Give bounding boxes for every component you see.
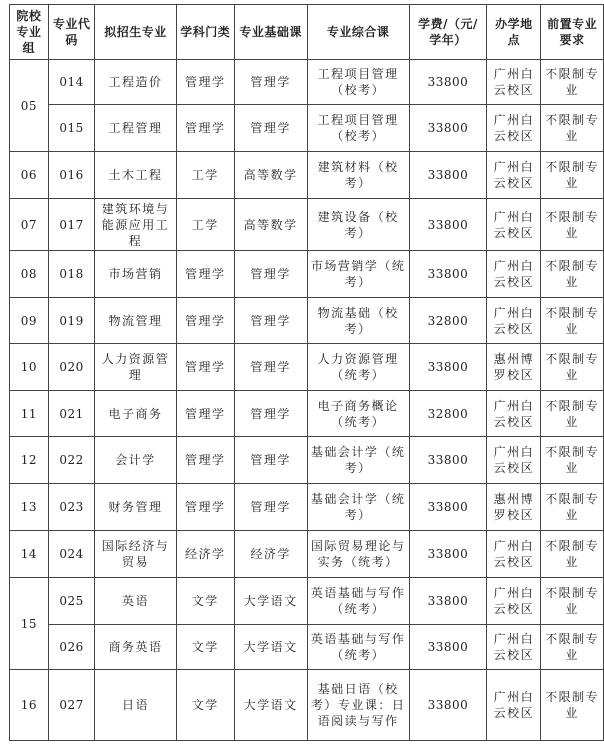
requirement-cell: 不限制专业 (541, 437, 604, 484)
basic-course-cell: 高等数学 (234, 152, 307, 199)
table-row (10, 578, 604, 625)
location-cell: 广州白云校区 (487, 391, 541, 437)
major-cell: 英语 (95, 578, 176, 625)
comprehensive-course-cell: 国际贸易理论与实务（统考） (307, 531, 409, 578)
discipline-cell: 管理学 (176, 344, 234, 391)
major-cell: 工程造价 (95, 60, 176, 105)
table-row (10, 199, 604, 251)
location-cell: 广州白云校区 (487, 437, 541, 484)
requirement-cell: 不限制专业 (541, 670, 604, 741)
table-body (10, 60, 604, 741)
code-cell: 025 (48, 578, 94, 625)
discipline-cell: 文学 (176, 625, 234, 670)
basic-course-cell: 管理学 (234, 437, 307, 484)
location-cell: 广州白云校区 (487, 105, 541, 152)
discipline-cell: 管理学 (176, 484, 234, 531)
requirement-cell: 不限制专业 (541, 152, 604, 199)
location-cell: 广州白云校区 (487, 670, 541, 741)
group-cell: 08 (10, 251, 49, 298)
basic-course-cell: 管理学 (234, 298, 307, 344)
major-cell: 市场营销 (95, 251, 176, 298)
fee-cell: 33800 (409, 105, 487, 152)
fee-cell: 32800 (409, 298, 487, 344)
admissions-table (9, 4, 604, 741)
basic-course-cell: 大学语文 (234, 625, 307, 670)
header-row (10, 5, 604, 60)
table-row (10, 391, 604, 437)
location-cell: 广州白云校区 (487, 152, 541, 199)
major-cell: 物流管理 (95, 298, 176, 344)
requirement-cell: 不限制专业 (541, 105, 604, 152)
table-row (10, 60, 604, 105)
code-cell: 015 (48, 105, 94, 152)
group-cell: 07 (10, 199, 49, 251)
group-cell: 16 (10, 670, 49, 741)
code-cell: 021 (48, 391, 94, 437)
major-cell: 建筑环境与能源应用工程 (95, 199, 176, 251)
table-row (10, 344, 604, 391)
discipline-cell: 管理学 (176, 60, 234, 105)
fee-cell: 33800 (409, 344, 487, 391)
group-cell: 05 (10, 60, 49, 152)
requirement-cell: 不限制专业 (541, 578, 604, 625)
comprehensive-course-cell: 英语基础与写作（统考） (307, 625, 409, 670)
major-cell: 日语 (95, 670, 176, 741)
fee-cell: 33800 (409, 152, 487, 199)
discipline-cell: 管理学 (176, 298, 234, 344)
basic-course-cell: 大学语文 (234, 578, 307, 625)
major-cell: 商务英语 (95, 625, 176, 670)
fee-cell: 33800 (409, 625, 487, 670)
code-cell: 019 (48, 298, 94, 344)
table-row (10, 298, 604, 344)
requirement-cell: 不限制专业 (541, 251, 604, 298)
table-row (10, 152, 604, 199)
major-cell: 人力资源管理 (95, 344, 176, 391)
location-cell: 惠州博罗校区 (487, 484, 541, 531)
requirement-cell: 不限制专业 (541, 199, 604, 251)
code-cell: 017 (48, 199, 94, 251)
discipline-header: 学科门类 (176, 5, 234, 60)
comprehensive-course-cell: 电子商务概论（统考） (307, 391, 409, 437)
location-cell: 广州白云校区 (487, 199, 541, 251)
major-cell: 财务管理 (95, 484, 176, 531)
requirement-cell: 不限制专业 (541, 484, 604, 531)
comprehensive-course-cell: 工程项目管理（校考） (307, 105, 409, 152)
code-cell: 020 (48, 344, 94, 391)
requirement-cell: 不限制专业 (541, 298, 604, 344)
basic-course-header: 专业基础课 (234, 5, 307, 60)
table-row (10, 531, 604, 578)
code-cell: 024 (48, 531, 94, 578)
fee-cell: 33800 (409, 578, 487, 625)
major-cell: 电子商务 (95, 391, 176, 437)
basic-course-cell: 管理学 (234, 484, 307, 531)
requirement-cell: 不限制专业 (541, 391, 604, 437)
code-cell: 022 (48, 437, 94, 484)
location-cell: 惠州博罗校区 (487, 344, 541, 391)
group-header: 院校专业组 (10, 5, 49, 60)
comprehensive-course-cell: 英语基础与写作（统考） (307, 578, 409, 625)
comprehensive-course-cell: 物流基础（校考） (307, 298, 409, 344)
fee-cell: 33800 (409, 251, 487, 298)
requirement-header: 前置专业要求 (541, 5, 604, 60)
basic-course-cell: 管理学 (234, 105, 307, 152)
location-cell: 广州白云校区 (487, 60, 541, 105)
discipline-cell: 经济学 (176, 531, 234, 578)
code-cell: 026 (48, 625, 94, 670)
major-cell: 土木工程 (95, 152, 176, 199)
comprehensive-course-header: 专业综合课 (307, 5, 409, 60)
table-row (10, 625, 604, 670)
basic-course-cell: 管理学 (234, 344, 307, 391)
comprehensive-course-cell: 市场营销学（统考） (307, 251, 409, 298)
comprehensive-course-cell: 基础会计学（统考） (307, 437, 409, 484)
group-cell: 14 (10, 531, 49, 578)
table-header (10, 5, 604, 60)
discipline-cell: 工学 (176, 199, 234, 251)
comprehensive-course-cell: 基础会计学（统考） (307, 484, 409, 531)
major-cell: 国际经济与贸易 (95, 531, 176, 578)
group-cell: 12 (10, 437, 49, 484)
code-cell: 023 (48, 484, 94, 531)
comprehensive-course-cell: 建筑设备（校考） (307, 199, 409, 251)
group-cell: 06 (10, 152, 49, 199)
fee-header: 学费/（元/学年） (409, 5, 487, 60)
group-cell: 11 (10, 391, 49, 437)
comprehensive-course-cell: 建筑材料（校考） (307, 152, 409, 199)
location-cell: 广州白云校区 (487, 625, 541, 670)
discipline-cell: 工学 (176, 152, 234, 199)
location-cell: 广州白云校区 (487, 531, 541, 578)
fee-cell: 33800 (409, 60, 487, 105)
table-row (10, 105, 604, 152)
code-cell: 016 (48, 152, 94, 199)
major-cell: 会计学 (95, 437, 176, 484)
discipline-cell: 文学 (176, 578, 234, 625)
code-cell: 027 (48, 670, 94, 741)
group-cell: 10 (10, 344, 49, 391)
group-cell: 15 (10, 578, 49, 670)
location-header: 办学地点 (487, 5, 541, 60)
fee-cell: 33800 (409, 670, 487, 741)
code-header: 专业代码 (48, 5, 94, 60)
basic-course-cell: 高等数学 (234, 199, 307, 251)
discipline-cell: 管理学 (176, 391, 234, 437)
table-row (10, 670, 604, 741)
basic-course-cell: 管理学 (234, 251, 307, 298)
requirement-cell: 不限制专业 (541, 625, 604, 670)
discipline-cell: 管理学 (176, 437, 234, 484)
major-cell: 工程管理 (95, 105, 176, 152)
code-cell: 018 (48, 251, 94, 298)
group-cell: 13 (10, 484, 49, 531)
table-row (10, 251, 604, 298)
basic-course-cell: 管理学 (234, 60, 307, 105)
comprehensive-course-cell: 工程项目管理（校考） (307, 60, 409, 105)
basic-course-cell: 经济学 (234, 531, 307, 578)
discipline-cell: 管理学 (176, 105, 234, 152)
comprehensive-course-cell: 人力资源管理（统考） (307, 344, 409, 391)
fee-cell: 33800 (409, 199, 487, 251)
code-cell: 014 (48, 60, 94, 105)
fee-cell: 32800 (409, 391, 487, 437)
comprehensive-course-cell: 基础日语（校考）专业课：日语阅读与写作 (307, 670, 409, 741)
group-cell: 09 (10, 298, 49, 344)
basic-course-cell: 管理学 (234, 391, 307, 437)
location-cell: 广州白云校区 (487, 251, 541, 298)
table-row (10, 437, 604, 484)
discipline-cell: 管理学 (176, 251, 234, 298)
location-cell: 广州白云校区 (487, 298, 541, 344)
location-cell: 广州白云校区 (487, 578, 541, 625)
requirement-cell: 不限制专业 (541, 344, 604, 391)
basic-course-cell: 大学语文 (234, 670, 307, 741)
requirement-cell: 不限制专业 (541, 531, 604, 578)
fee-cell: 33800 (409, 437, 487, 484)
fee-cell: 33800 (409, 484, 487, 531)
table-row (10, 484, 604, 531)
discipline-cell: 文学 (176, 670, 234, 741)
fee-cell: 33800 (409, 531, 487, 578)
requirement-cell: 不限制专业 (541, 60, 604, 105)
major-header: 拟招生专业 (95, 5, 176, 60)
